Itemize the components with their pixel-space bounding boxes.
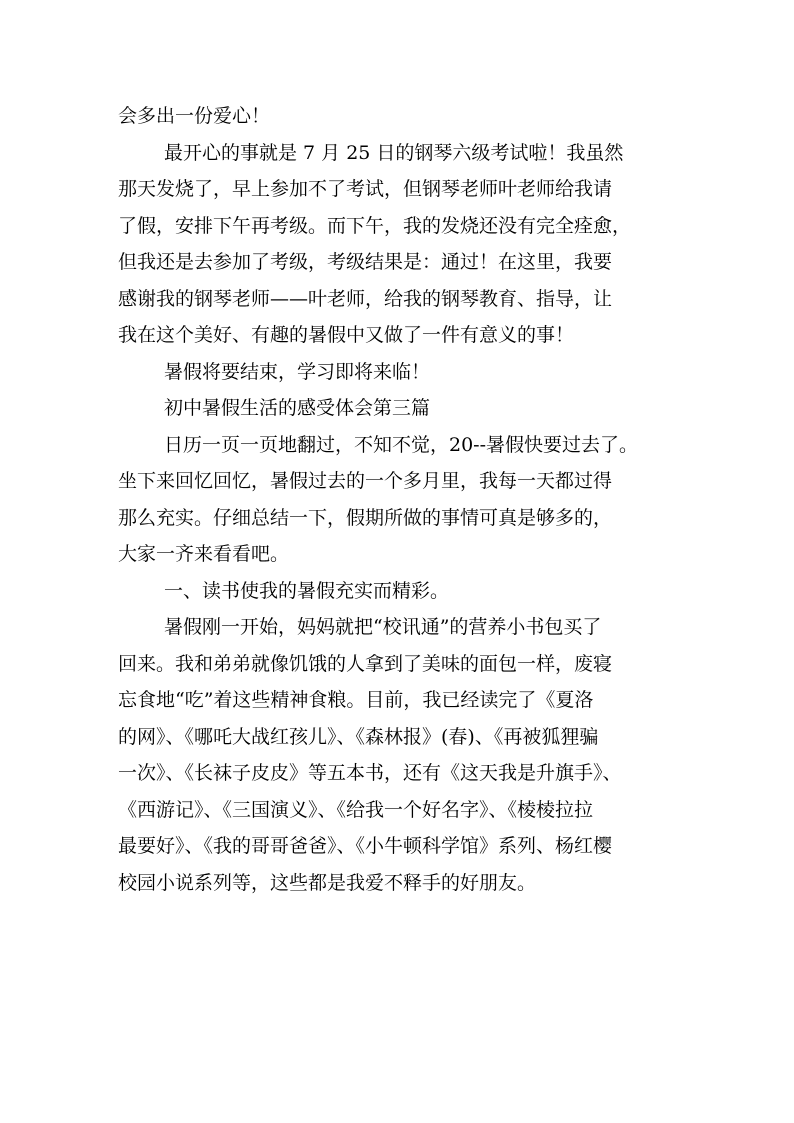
text-line: 一次》、《长袜子皮皮》等五本书，还有《这天我是升旗手》、	[118, 762, 622, 784]
paragraph-start-line: 暑假刚一开始，妈妈就把“校讯通”的营养小书包买了	[164, 616, 602, 638]
section-title: 初中暑假生活的感受体会第三篇	[164, 397, 431, 419]
body-text	[118, 98, 688, 901]
text-line: 校园小说系列等，这些都是我爱不释手的好朋友。	[118, 871, 537, 894]
text-line: 会多出一份爱心！	[118, 105, 271, 127]
text-line: 大家一齐来看看吧。	[118, 543, 290, 565]
text-line: 的网》、《哪吒大战红孩儿》、《森林报》(春)、《再被狐狸骗	[118, 725, 599, 748]
paragraph-start-line: 暑假将要结束，学习即将来临！	[164, 360, 431, 383]
text-line: 那么充实。仔细总结一下，假期所做的事情可真是够多的，	[118, 506, 613, 529]
paragraph-start-line: 最开心的事就是 7 月 25 日的钢琴六级考试啦！我虽然	[164, 141, 624, 164]
text-line: 我在这个美好、有趣的暑假中又做了一件有意义的事！	[118, 324, 575, 346]
text-line: 最要好》、《我的哥哥爸爸》、《小牛顿科学馆》系列、杨红樱	[118, 835, 613, 857]
text-line: 回来。我和弟弟就像饥饿的人拿到了美味的面包一样，废寝	[118, 652, 613, 675]
paragraph-start-line: 日历一页一页地翻过，不知不觉，20--暑假快要过去了。	[164, 433, 639, 456]
text-line: 坐下来回忆回忆，暑假过去的一个多月里，我每一天都过得	[118, 470, 613, 492]
text-line: 忘食地“吃”着这些精神食粮。目前，我已经读完了《夏洛	[118, 689, 594, 711]
text-line: 《西游记》、《三国演义》、《给我一个好名字》、《棱棱拉拉	[118, 798, 594, 821]
text-line: 但我还是去参加了考级，考级结果是：通过！在这里，我要	[118, 251, 613, 273]
text-line: 感谢我的钢琴老师——叶老师，给我的钢琴教育、指导，让	[118, 287, 613, 310]
text-line: 那天发烧了，早上参加不了考试，但钢琴老师叶老师给我请	[118, 178, 613, 200]
text-line: 了假，安排下午再考级。而下午，我的发烧还没有完全痊愈，	[118, 214, 632, 237]
section-heading: 一、读书使我的暑假充实而精彩。	[164, 579, 450, 602]
